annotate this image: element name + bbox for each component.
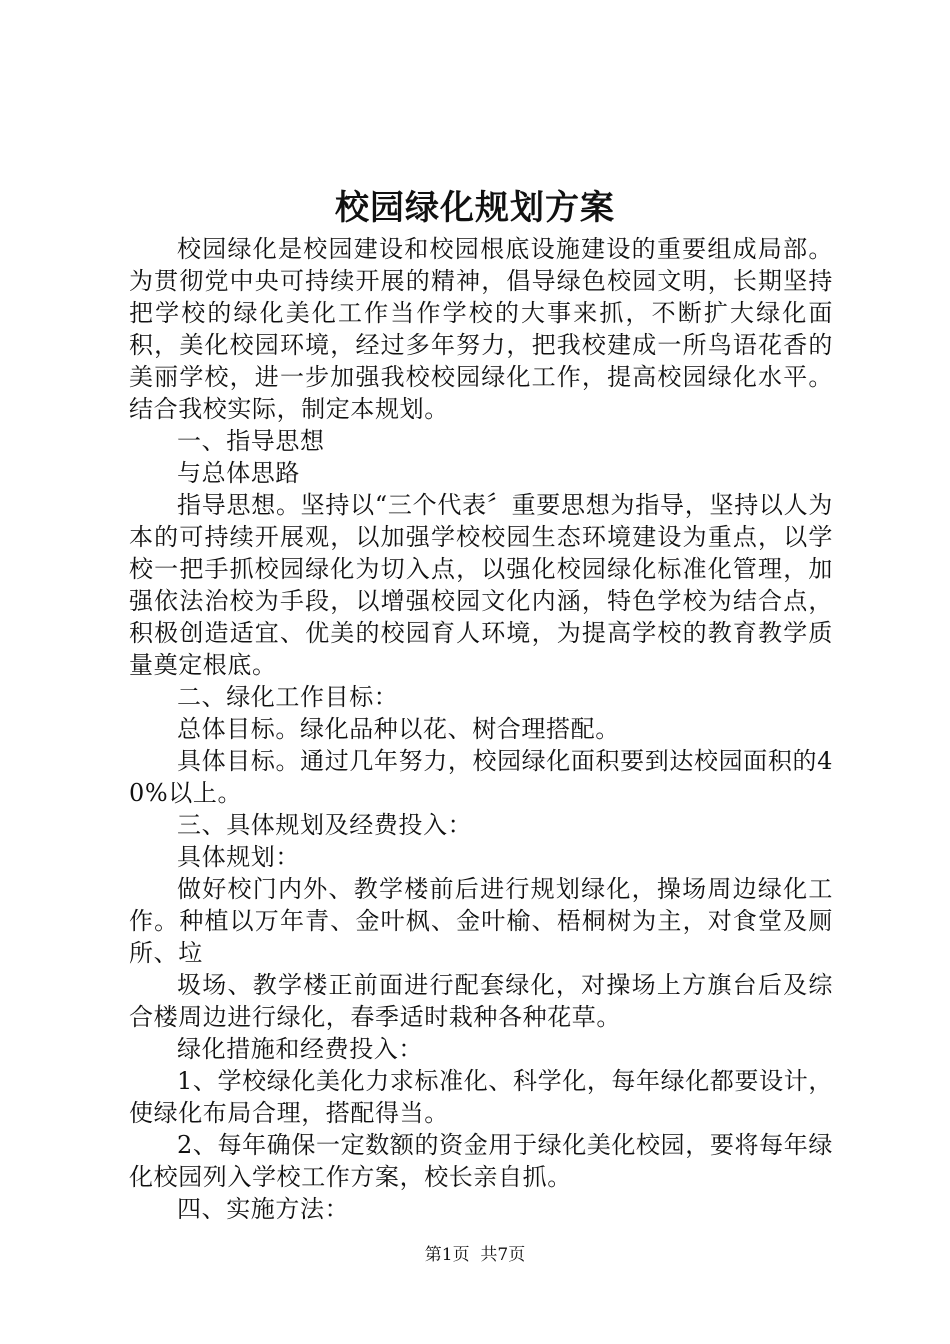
paragraph-measure-2: 2、每年确保一定数额的资金用于绿化美化校园，要将每年绿化校园列入学校工作方案，校长亲自抓。 — [129, 1131, 833, 1191]
page-footer — [0, 1244, 950, 1266]
heading-measures-funding: 绿化措施和经费投入： — [177, 1035, 423, 1063]
heading-overall-approach: 与总体思路 — [177, 459, 300, 487]
paragraph-planning-part2: 圾场、教学楼正前面进行配套绿化，对操场上方旗台后及综合楼周边进行绿化，春季适时栽种各种花草。 — [129, 971, 833, 1031]
paragraph-intro: 校园绿化是校园建设和校园根底设施建设的重要组成局部。为贯彻党中央可持续开展的精神，倡导绿色校园文明，长期坚持把学校的绿化美化工作当作学校的大事来抓，不断扩大绿化面积，美化校园环境，经过多年努力，把我校建成一所鸟语花香的美丽学校，进一步加强我校校园绿化工作，提高校园绿化水平。结合我校实际，制定本规划。 — [129, 235, 833, 423]
document-title: 校园绿化规划方案 — [335, 188, 615, 228]
heading-guiding-thought: 一、指导思想 — [177, 427, 325, 455]
paragraph-overall-goal: 总体目标。绿化品种以花、树合理搭配。 — [177, 715, 620, 743]
page-number-label: 第1页 共7页 — [424, 1245, 526, 1265]
paragraph-planning-part1: 做好校门内外、教学楼前后进行规划绿化，操场周边绿化工作。种植以万年青、金叶枫、金叶榆、梧桐树为主，对食堂及厕所、垃 — [129, 875, 833, 967]
heading-planning-funding: 三、具体规划及经费投入： — [177, 811, 473, 839]
paragraph-guiding-thought: 指导思想。坚持以“三个代表〞重要思想为指导，坚持以人为本的可持续开展观，以加强学校校园生态环境建设为重点，以学校一把手抓校园绿化为切入点，以强化校园绿化标准化管理，加强依法治校为手段，以增强校园文化内涵，特色学校为结合点，积极创造适宜、优美的校园育人环境，为提高学校的教育教学质量奠定根底。 — [129, 491, 833, 679]
document-body — [129, 233, 833, 1225]
paragraph-specific-goal: 具体目标。通过几年努力，校园绿化面积要到达校园面积的40%以上。 — [129, 747, 833, 807]
heading-specific-planning: 具体规划： — [177, 843, 300, 871]
heading-implementation: 四、实施方法： — [177, 1195, 350, 1223]
paragraph-measure-1: 1、学校绿化美化力求标准化、科学化，每年绿化都要设计，使绿化布局合理，搭配得当。 — [129, 1067, 833, 1127]
heading-greening-goals: 二、绿化工作目标： — [177, 683, 399, 711]
